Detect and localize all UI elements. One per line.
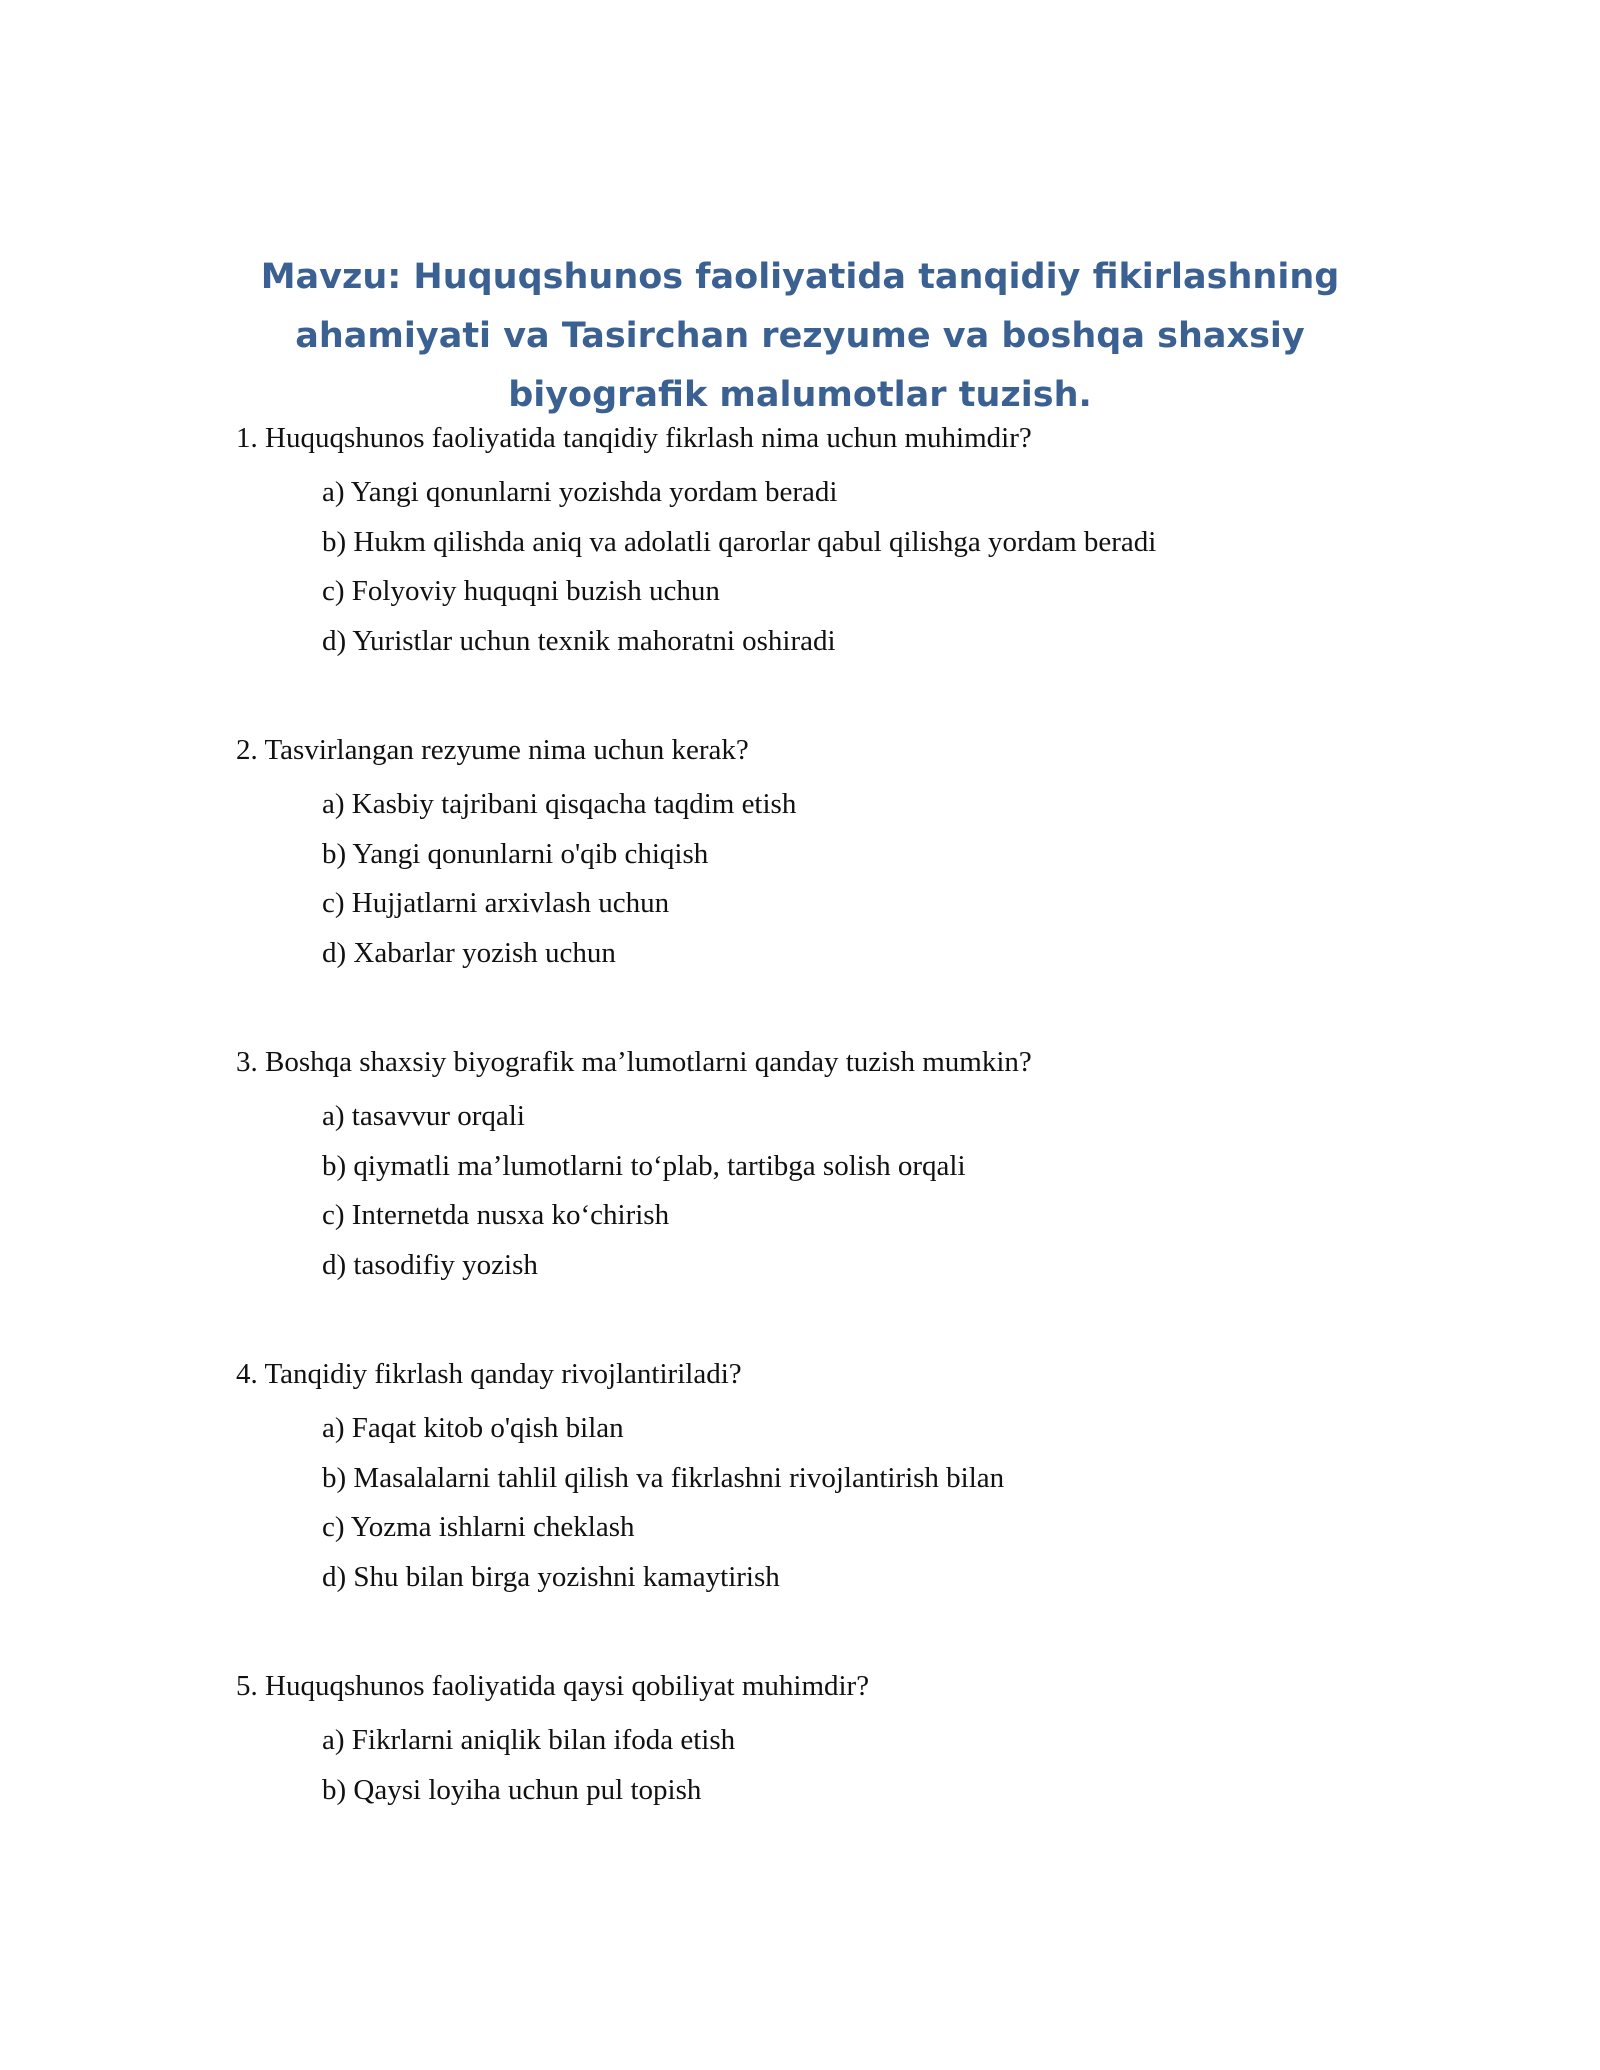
option-list (236, 1716, 1416, 1815)
option-a: a) tasavvur orqali (322, 1100, 525, 1132)
option-d: d) Xabarlar yozish uchun (322, 936, 616, 969)
option-list (236, 1092, 1416, 1290)
question-3 (236, 1044, 1416, 1290)
option-b: b) Masalalarni tahlil qilish va fikrlashni rivojlantirish bilan (322, 1461, 1005, 1494)
option-list (236, 468, 1416, 666)
option-d: d) Yuristlar uchun texnik mahoratni oshiradi (322, 624, 836, 657)
question-5 (236, 1668, 1416, 1815)
question-list (236, 420, 1416, 1881)
option-c: c) Hujjatlarni arxivlash uchun (322, 887, 670, 919)
option-c: c) Yozma ishlarni cheklash (322, 1511, 635, 1543)
option-d: d) Shu bilan birga yozishni kamaytirish (322, 1560, 780, 1593)
option-b: b) Yangi qonunlarni o'qib chiqish (322, 837, 709, 870)
question-text: 3. Boshqa shaxsiy biyografik ma’lumotlarni qanday tuzish mumkin? (236, 1046, 1032, 1078)
option-b: b) qiymatli ma’lumotlarni to‘plab, tartibga solish orqali (322, 1149, 966, 1182)
option-b: b) Hukm qilishda aniq va adolatli qarorlar qabul qilishga yordam beradi (322, 525, 1157, 558)
option-b: b) Qaysi loyiha uchun pul topish (322, 1773, 702, 1806)
question-1 (236, 420, 1416, 666)
question-text: 5. Huquqshunos faoliyatida qaysi qobiliyat muhimdir? (236, 1670, 870, 1702)
document-title: Mavzu: Huquqshunos faoliyatida tanqidiy fikirlashning ahamiyati va Tasirchan rezyume va boshqa shaxsiy biyografik malumotlar tuzish. (260, 257, 1340, 415)
option-d: d) tasodifiy yozish (322, 1248, 538, 1281)
option-a: a) Yangi qonunlarni yozishda yordam beradi (322, 476, 838, 508)
option-list (236, 1404, 1416, 1602)
option-list (236, 780, 1416, 978)
option-a: a) Kasbiy tajribani qisqacha taqdim etish (322, 788, 797, 820)
option-a: a) Fikrlarni aniqlik bilan ifoda etish (322, 1724, 736, 1756)
question-text: 1. Huquqshunos faoliyatida tanqidiy fikrlash nima uchun muhimdir? (236, 422, 1032, 454)
option-a: a) Faqat kitob o'qish bilan (322, 1412, 624, 1444)
question-text: 4. Tanqidiy fikrlash qanday rivojlantiriladi? (236, 1358, 742, 1390)
question-text: 2. Tasvirlangan rezyume nima uchun kerak? (236, 734, 749, 766)
question-4 (236, 1356, 1416, 1602)
option-c: c) Internetda nusxa ko‘chirish (322, 1199, 670, 1231)
question-2 (236, 732, 1416, 978)
option-c: c) Folyoviy huquqni buzish uchun (322, 575, 720, 607)
